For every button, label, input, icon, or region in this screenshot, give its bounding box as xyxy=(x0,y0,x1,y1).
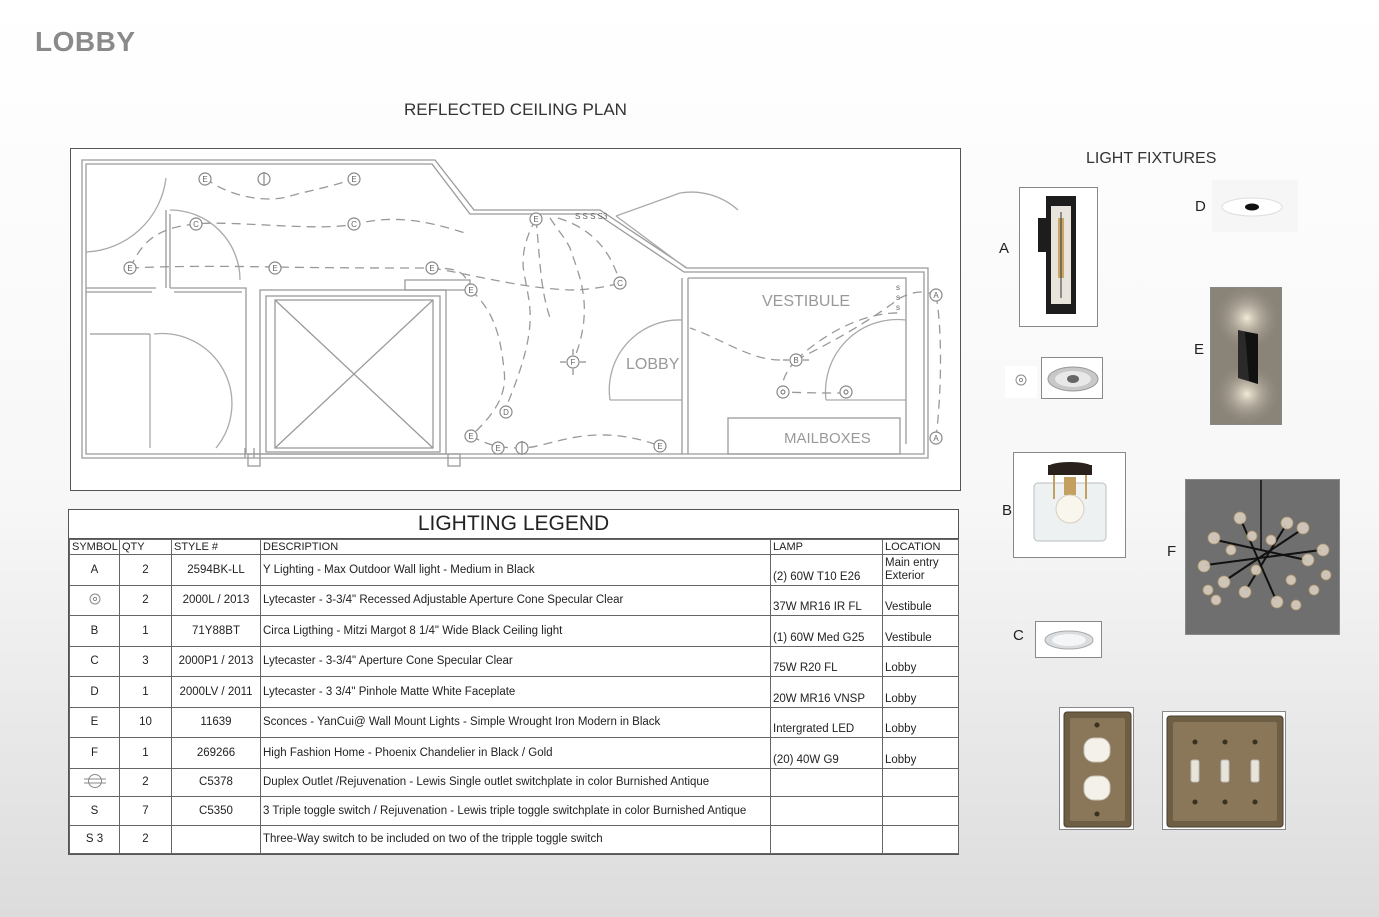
marker-e xyxy=(465,430,477,442)
marker-a xyxy=(930,432,942,444)
svg-text:s: s xyxy=(896,283,900,292)
fixture-d-pinhole xyxy=(1212,180,1298,232)
legend-table xyxy=(69,539,959,854)
table-row xyxy=(70,768,959,797)
svg-text:E: E xyxy=(468,432,474,441)
legend-header-row xyxy=(70,540,959,555)
fixture-label-d: D xyxy=(1195,198,1206,215)
fixture-b-ceiling-light xyxy=(1013,452,1126,558)
marker-outlet xyxy=(516,441,528,455)
cell-description: Sconces - YanCui@ Wall Mount Lights - Simple Wrought Iron Modern in Black xyxy=(261,707,771,738)
duplex-outlet-plate xyxy=(1059,707,1134,830)
cell-lamp xyxy=(771,825,883,854)
svg-text:E: E xyxy=(429,264,435,273)
svg-text:C: C xyxy=(351,220,357,229)
ceiling-plan-drawing xyxy=(70,148,961,491)
cell-location xyxy=(883,555,959,586)
marker-e xyxy=(654,440,666,452)
marker-e xyxy=(199,173,211,185)
location-line-2: Exterior xyxy=(885,569,925,582)
fixture-label-b: B xyxy=(1002,502,1013,519)
fixture-label-e: E xyxy=(1194,341,1205,358)
cell-description: Lytecaster - 3 3/4" Pinhole Matte White Faceplate xyxy=(261,677,771,708)
header-style: STYLE # xyxy=(172,540,261,555)
cell-symbol: E xyxy=(70,707,120,738)
cell-description: Y Lighting - Max Outdoor Wall light - Medium in Black xyxy=(261,555,771,586)
svg-text:E: E xyxy=(533,215,539,224)
lighting-legend xyxy=(68,509,959,855)
cell-location: Lobby xyxy=(883,707,959,738)
marker-d xyxy=(500,406,512,418)
fixture-c-aperture xyxy=(1035,621,1102,658)
fixture-e-sconce xyxy=(1210,287,1282,425)
svg-text:E: E xyxy=(272,264,278,273)
cell-style: C5350 xyxy=(172,797,261,826)
marker-e xyxy=(348,173,360,185)
svg-text:D: D xyxy=(503,408,509,417)
marker-e xyxy=(465,284,477,296)
table-row xyxy=(70,646,959,677)
fixture-label-a: A xyxy=(999,240,1010,257)
svg-text:F: F xyxy=(570,358,576,367)
cell-symbol: B xyxy=(70,616,120,647)
cell-symbol xyxy=(70,585,120,616)
cell-description: 3 Triple toggle switch / Rejuvenation - Lewis triple toggle switchplate in color Burnished Antique xyxy=(261,797,771,826)
svg-text:E: E xyxy=(495,444,501,453)
cell-symbol: F xyxy=(70,738,120,769)
marker-e xyxy=(426,262,438,274)
chandelier-icon xyxy=(1186,480,1340,635)
marker-recessed xyxy=(840,386,852,398)
location-line: Main entry xyxy=(885,556,939,569)
cell-location: Lobby xyxy=(883,646,959,677)
svg-text:E: E xyxy=(202,175,208,184)
cell-symbol: S xyxy=(70,797,120,826)
header-lamp: LAMP xyxy=(771,540,883,555)
cell-lamp: (1) 60W Med G25 xyxy=(771,616,883,647)
adjustable-downlight-icon xyxy=(1042,358,1103,399)
cell-qty: 2 xyxy=(120,555,172,586)
cell-lamp: Intergrated LED xyxy=(771,707,883,738)
svg-text:E: E xyxy=(127,264,133,273)
table-row xyxy=(70,825,959,854)
marker-b xyxy=(783,354,809,366)
cell-description: Three-Way switch to be included on two of the tripple toggle switch xyxy=(261,825,771,854)
cell-description: Circa Ligthing - Mitzi Margot 8 1/4" Wide Black Ceiling light xyxy=(261,616,771,647)
cell-location: Vestibule xyxy=(883,616,959,647)
svg-text:C: C xyxy=(193,220,199,229)
header-description: DESCRIPTION xyxy=(261,540,771,555)
fixture-label-c: C xyxy=(1013,627,1024,644)
fixture-label-f: F xyxy=(1167,543,1177,560)
cell-style: 2000LV / 2011 xyxy=(172,677,261,708)
cell-qty: 1 xyxy=(120,677,172,708)
switch-label: S S S S3 xyxy=(575,212,608,221)
fixture-adjustable-recessed xyxy=(1041,357,1103,399)
table-row xyxy=(70,555,959,586)
cell-symbol: C xyxy=(70,646,120,677)
cell-symbol: D xyxy=(70,677,120,708)
table-row xyxy=(70,738,959,769)
aperture-downlight-icon xyxy=(1036,622,1102,658)
cell-description: Lytecaster - 3-3/4" Aperture Cone Specular Clear xyxy=(261,646,771,677)
wall-lantern-icon xyxy=(1020,188,1098,327)
cell-lamp: 20W MR16 VNSP xyxy=(771,677,883,708)
cell-style xyxy=(172,825,261,854)
fixture-recessed-symbol xyxy=(1005,366,1037,398)
cell-location: Vestibule xyxy=(883,585,959,616)
svg-text:E: E xyxy=(657,442,663,451)
cell-lamp xyxy=(771,797,883,826)
sconce-icon xyxy=(1211,288,1282,425)
cell-qty: 1 xyxy=(120,738,172,769)
table-row xyxy=(70,707,959,738)
cell-qty: 2 xyxy=(120,585,172,616)
toggle-switch-plate-icon xyxy=(1163,712,1286,830)
recessed-light-symbol-icon xyxy=(88,592,102,606)
cell-symbol: S 3 xyxy=(70,825,120,854)
recessed-light-symbol-icon xyxy=(1005,366,1037,398)
table-row xyxy=(70,677,959,708)
marker-c xyxy=(348,218,360,230)
marker-c xyxy=(614,277,626,289)
cell-qty: 7 xyxy=(120,797,172,826)
cell-location xyxy=(883,768,959,797)
cell-style: 71Y88BT xyxy=(172,616,261,647)
flush-mount-glass-icon xyxy=(1014,453,1126,558)
svg-text:B: B xyxy=(793,356,799,365)
svg-text:A: A xyxy=(933,434,939,443)
svg-text:E: E xyxy=(351,175,357,184)
room-label-lobby: LOBBY xyxy=(626,356,680,373)
cell-qty: 3 xyxy=(120,646,172,677)
cell-description: Lytecaster - 3-3/4" Recessed Adjustable Aperture Cone Specular Clear xyxy=(261,585,771,616)
svg-text:A: A xyxy=(933,291,939,300)
marker-e xyxy=(269,262,281,274)
room-label-vestibule: VESTIBULE xyxy=(762,293,851,310)
table-row xyxy=(70,585,959,616)
cell-lamp xyxy=(771,768,883,797)
cell-style: 269266 xyxy=(172,738,261,769)
cell-description: Duplex Outlet /Rejuvenation - Lewis Single outlet switchplate in color Burnished Antique xyxy=(261,768,771,797)
cell-qty: 10 xyxy=(120,707,172,738)
cell-lamp: (20) 40W G9 xyxy=(771,738,883,769)
room-label-mailboxes: MAILBOXES xyxy=(784,430,871,447)
fixture-a-wall-light xyxy=(1019,187,1098,327)
cell-location: Lobby xyxy=(883,677,959,708)
cell-style: 2000P1 / 2013 xyxy=(172,646,261,677)
pinhole-downlight-icon xyxy=(1212,180,1298,232)
cell-location xyxy=(883,825,959,854)
cell-lamp: 75W R20 FL xyxy=(771,646,883,677)
cell-symbol: A xyxy=(70,555,120,586)
cell-qty: 2 xyxy=(120,825,172,854)
cell-style: 11639 xyxy=(172,707,261,738)
header-location: LOCATION xyxy=(883,540,959,555)
fixtures-title: LIGHT FIXTURES xyxy=(1086,150,1217,167)
plan-title: REFLECTED CEILING PLAN xyxy=(404,100,627,119)
header-symbol: SYMBOL xyxy=(70,540,120,555)
svg-text:E: E xyxy=(468,286,474,295)
marker-e xyxy=(492,442,504,454)
marker-recessed xyxy=(777,386,789,398)
cell-style: 2000L / 2013 xyxy=(172,585,261,616)
cell-lamp: (2) 60W T10 E26 xyxy=(771,555,883,586)
svg-text:s: s xyxy=(896,293,900,302)
svg-text:C: C xyxy=(617,279,623,288)
cell-location: Lobby xyxy=(883,738,959,769)
svg-text:s: s xyxy=(896,303,900,312)
marker-a xyxy=(930,289,942,301)
legend-title: LIGHTING LEGEND xyxy=(69,510,958,539)
cell-description: High Fashion Home - Phoenix Chandelier in Black / Gold xyxy=(261,738,771,769)
cell-symbol xyxy=(70,768,120,797)
table-row xyxy=(70,797,959,826)
table-row xyxy=(70,616,959,647)
cell-location xyxy=(883,797,959,826)
header-qty: QTY xyxy=(120,540,172,555)
cell-style: 2594BK-LL xyxy=(172,555,261,586)
page-title: LOBBY xyxy=(35,26,136,57)
marker-outlet xyxy=(258,172,270,186)
cell-style: C5378 xyxy=(172,768,261,797)
cell-qty: 2 xyxy=(120,768,172,797)
cell-qty: 1 xyxy=(120,616,172,647)
marker-e xyxy=(124,262,136,274)
triple-toggle-plate xyxy=(1162,711,1286,830)
marker-f xyxy=(560,349,586,375)
marker-c xyxy=(190,218,202,230)
cell-lamp: 37W MR16 IR FL xyxy=(771,585,883,616)
fixture-f-chandelier xyxy=(1185,479,1340,635)
outlet-plate-icon xyxy=(1060,708,1134,830)
duplex-outlet-symbol-icon xyxy=(82,772,108,790)
marker-e xyxy=(530,213,542,225)
